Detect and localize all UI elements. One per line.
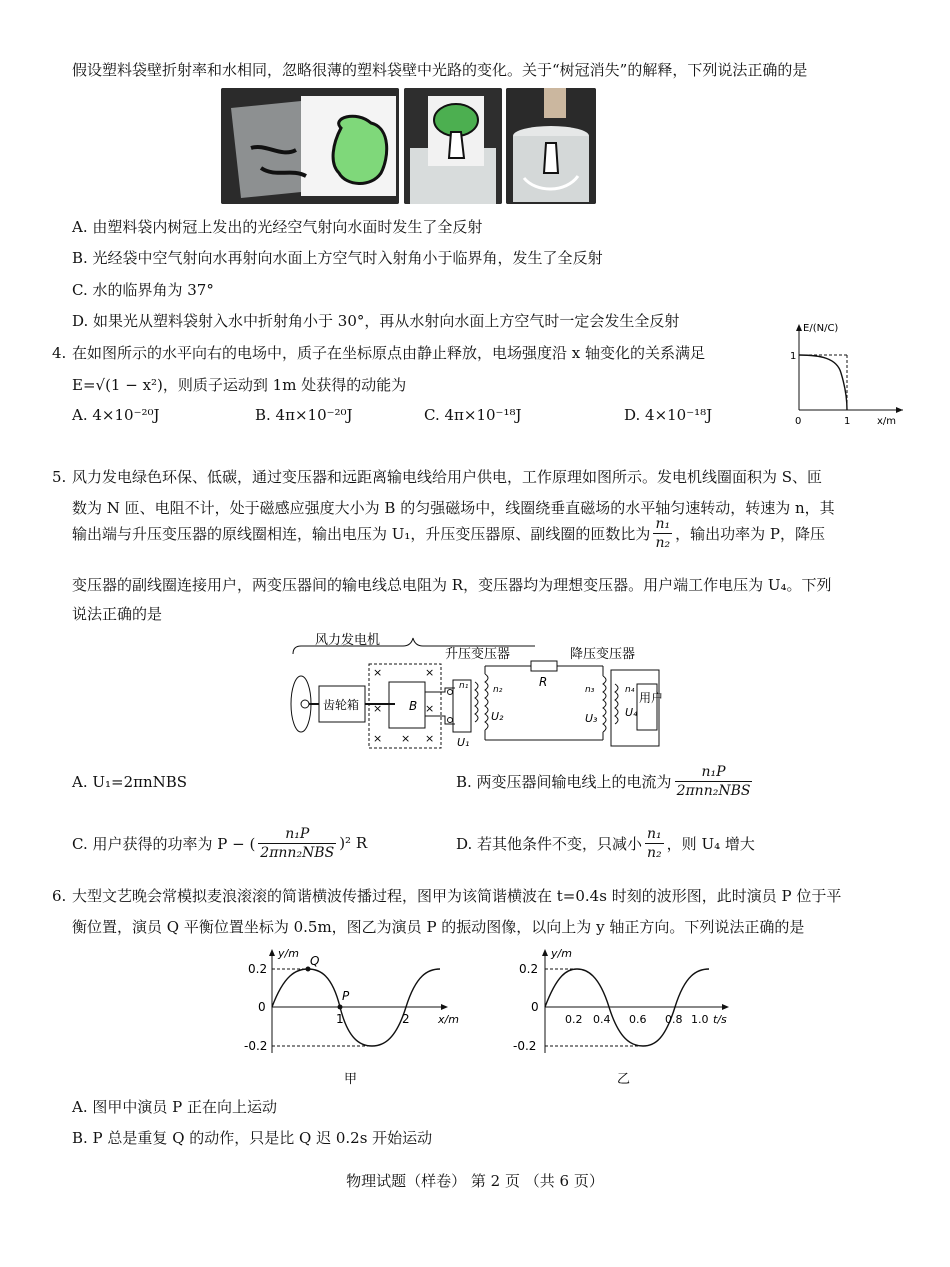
- svg-text:×: ×: [401, 732, 411, 745]
- q4-stem-line1: 在如图所示的水平向右的电场中，质子在坐标原点由静止释放，电场强度沿 x 轴变化的关系满足: [72, 344, 705, 362]
- q5-option-c-fraction: [258, 825, 336, 862]
- q4-number: 4.: [52, 344, 67, 362]
- jia-ytick-bottom: -0.2: [244, 1039, 268, 1053]
- q6-option-a: A. 图甲中演员 P 正在向上运动: [72, 1098, 277, 1116]
- q6-line2: 衡位置，演员 Q 平衡位置坐标为 0.5m，图乙为演员 P 的振动图像，以向上为 y 轴正方向。下列说法正确的是: [72, 918, 805, 936]
- jia-label-Q: Q: [310, 954, 320, 968]
- q5-option-c: [72, 820, 367, 866]
- q5-number: 5.: [52, 468, 67, 486]
- q6-graph-jia: [240, 945, 460, 1090]
- svg-text:×: ×: [425, 666, 435, 679]
- q4-graph-xlabel: x/m: [877, 416, 897, 427]
- q5-option-d-fraction: [645, 825, 664, 862]
- q5-line3-text-b: ，输出功率为 P，降压: [675, 524, 825, 543]
- diagram-n2: n₂: [493, 685, 503, 695]
- q3-option-a: A. 由塑料袋内树冠上发出的光经空气射向水面时发生了全反射: [72, 218, 483, 236]
- q5-line3: [72, 510, 825, 556]
- q6-number: 6.: [52, 887, 67, 905]
- q4-option-a: A. 4×10⁻²⁰J: [72, 406, 160, 424]
- q5-option-a: A. U₁=2πnNBS: [72, 773, 188, 791]
- diagram-step-down-label: 降压变压器: [570, 647, 636, 662]
- yi-xtick-4: 1.0: [691, 1013, 709, 1026]
- q5-circuit-diagram: [285, 630, 670, 760]
- q5-frac-den: n₂: [655, 534, 671, 551]
- q6-line1: 大型文艺晚会常模拟麦浪滚滚的简谐横波传播过程，图甲为该简谐横波在 t=0.4s 时刻的波形图，此时演员 P 位于平: [72, 887, 842, 905]
- diagram-U4: U₄: [625, 706, 638, 719]
- diagram-title-generator: 风力发电机: [315, 633, 381, 648]
- q5-option-b-num: n₁P: [675, 763, 753, 782]
- q5-option-c-den: 2πnn₂NBS: [260, 844, 335, 861]
- yi-xlabel: t/s: [713, 1013, 727, 1026]
- jia-ylabel: y/m: [278, 947, 299, 960]
- q4-graph-x0: 0: [795, 416, 802, 427]
- photo-water-cup: [506, 88, 596, 204]
- jia-ytick-zero: 0: [258, 1000, 266, 1014]
- q3-option-b: B. 光经袋中空气射向水再射向水面上方空气时入射角小于临界角，发生了全反射: [72, 249, 603, 267]
- q5-option-d-num: n₁: [647, 825, 662, 842]
- q4-graph-ytick: 1: [790, 351, 797, 362]
- q6-graph-yi: [505, 945, 740, 1090]
- jia-caption: 甲: [344, 1072, 358, 1087]
- q5-line5: 说法正确的是: [72, 605, 163, 623]
- diagram-n1: n₁: [459, 681, 469, 691]
- jia-xtick-2: 2: [402, 1012, 410, 1026]
- photo-plastic-bag: [221, 88, 399, 204]
- yi-xtick-0: 0.2: [565, 1013, 583, 1026]
- diagram-gearbox: 齿轮箱: [323, 698, 360, 712]
- jia-ytick-top: 0.2: [248, 962, 268, 976]
- photo-tree-card: [404, 88, 502, 204]
- q4-stem-line2: E=√(1 − x²)，则质子运动到 1m 处获得的动能为: [72, 376, 407, 394]
- jia-label-P: P: [342, 989, 350, 1003]
- yi-ylabel: y/m: [551, 947, 572, 960]
- q5-line1: 风力发电绿色环保、低碳，通过变压器和远距离输电线给用户供电，工作原理如图所示。发电机线圈面积为 S、匝: [72, 468, 823, 486]
- svg-text:×: ×: [373, 702, 383, 715]
- q4-graph-x1: 1: [844, 416, 851, 427]
- diagram-U1: U₁: [457, 736, 470, 749]
- diagram-step-up-label: 升压变压器: [445, 647, 511, 662]
- q5-option-b-fraction: [675, 763, 753, 800]
- q5-option-c-pre: C. 用户获得的功率为 P − (: [72, 834, 256, 853]
- diagram-n3: n₃: [585, 685, 595, 695]
- q5-option-b-den: 2πnn₂NBS: [676, 782, 751, 799]
- svg-text:×: ×: [373, 666, 383, 679]
- page-footer: 物理试题（样卷） 第 2 页 （共 6 页）: [346, 1172, 604, 1190]
- q5-option-d-pre: D. 若其他条件不变，只减小: [456, 834, 643, 853]
- q3-option-c: C. 水的临界角为 37°: [72, 281, 214, 299]
- jia-xtick-1: 1: [336, 1012, 344, 1026]
- jia-xlabel: x/m: [438, 1013, 459, 1026]
- q5-option-c-post: )² R: [339, 834, 368, 852]
- diagram-B: B: [409, 699, 418, 713]
- q4-e-x-graph: [785, 318, 910, 428]
- yi-ytick-top: 0.2: [519, 962, 539, 976]
- q5-option-b-text: B. 两变压器间输电线上的电流为: [456, 772, 672, 791]
- q5-option-b: [456, 758, 755, 804]
- q5-line4: 变压器的副线圈连接用户，两变压器间的输电线总电阻为 R，变压器均为理想变压器。用户端工作电压为 U₄。下列: [72, 576, 832, 594]
- diagram-n4: n₄: [625, 685, 635, 695]
- yi-xtick-1: 0.4: [593, 1013, 611, 1026]
- q5-frac-num: n₁: [655, 515, 671, 532]
- q3-stem: 假设塑料袋壁折射率和水相同，忽略很薄的塑料袋壁中光路的变化。关于“树冠消失”的解释，下列说法正确的是: [72, 61, 808, 79]
- svg-text:×: ×: [425, 702, 435, 715]
- q5-option-d-den: n₂: [647, 844, 662, 861]
- diagram-R: R: [539, 675, 548, 689]
- diagram-U3: U₃: [585, 712, 598, 725]
- q4-option-d: D. 4×10⁻¹⁸J: [624, 406, 713, 424]
- yi-xtick-2: 0.6: [629, 1013, 647, 1026]
- svg-text:×: ×: [425, 732, 435, 745]
- q6-option-b: B. P 总是重复 Q 的动作，只是比 Q 迟 0.2s 开始运动: [72, 1129, 433, 1147]
- q5-line3-text-a: 输出端与升压变压器的原线圈相连，输出电压为 U₁，升压变压器原、副线圈的匝数比为: [72, 524, 651, 543]
- q3-option-d: D. 如果光从塑料袋射入水中折射角小于 30°，再从水射向水面上方空气时一定会发生全反射: [72, 312, 680, 330]
- svg-text:×: ×: [373, 732, 383, 745]
- yi-caption: 乙: [617, 1072, 631, 1087]
- yi-ytick-bottom: -0.2: [513, 1039, 537, 1053]
- diagram-U2: U₂: [491, 710, 504, 723]
- q4-option-b: B. 4π×10⁻²⁰J: [255, 406, 353, 424]
- q5-turns-ratio-fraction: [653, 515, 672, 552]
- q4-graph-ylabel: E/(N/C): [803, 323, 839, 334]
- q5-option-c-num: n₁P: [258, 825, 336, 844]
- q5-option-d: [456, 820, 755, 866]
- q5-option-d-post: ，则 U₄ 增大: [666, 834, 755, 853]
- yi-xtick-3: 0.8: [665, 1013, 683, 1026]
- q5-line2: 数为 N 匝、电阻不计，处于磁感应强度大小为 B 的匀强磁场中，线圈绕垂直磁场的水平轴匀速转动，转速为 n，其: [72, 499, 835, 517]
- diagram-user: 用户: [639, 691, 664, 705]
- q4-option-c: C. 4π×10⁻¹⁸J: [424, 406, 522, 424]
- yi-ytick-zero: 0: [531, 1000, 539, 1014]
